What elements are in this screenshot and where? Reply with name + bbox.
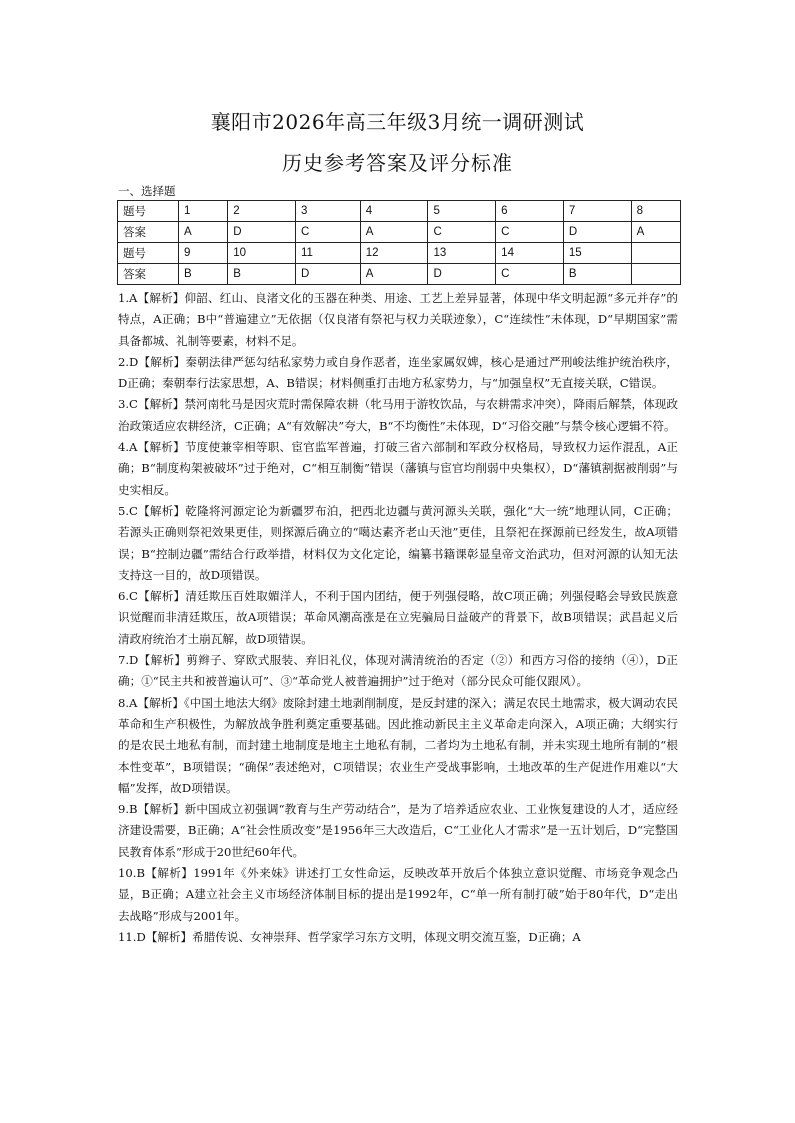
table-cell: C	[496, 222, 564, 243]
table-cell: A	[360, 264, 428, 285]
table-row	[118, 243, 681, 264]
explanation-item: 8.A【解析】《中国土地法大纲》废除封建土地剥削制度，是反封建的深入；满足农民土地需求，极大调动农民革命和生产积极性，为解放战争胜利奠定重要基础。因此推动新民主主义革命走向深入，A项正确；大纲实行的是农民土地私有制，而封建土地制度是地主土地私有制，二者均为土地私有制，并未实现土地所有制的“根本性变革”，B项错误；“确保”表述绝对，C项错误；农业生产受战事影响，土地改革的生产促进作用难以“大幅”发挥，故D项错误。	[118, 695, 678, 795]
table-row	[118, 201, 681, 222]
answer-table	[117, 200, 681, 285]
explanation-item: 11.D【解析】希腊传说、女神崇拜、哲学家学习东方文明，体现文明交流互鉴，D正确；A	[118, 929, 581, 944]
table-cell	[631, 243, 680, 264]
table-cell: 13	[428, 243, 496, 264]
explanation-item: 3.C【解析】禁河南牝马是因灾荒时需保障农耕（牝马用于游牧饮品，与农耕需求冲突），降雨后解禁，体现政治政策适应农耕经济，C正确；A“有效解决”夸大，B“不均衡性”未体现，D“习俗交融”与禁令核心逻辑不符。	[118, 397, 678, 433]
table-cell: B	[563, 264, 631, 285]
table-row	[118, 222, 681, 243]
row-label: 题号	[118, 243, 179, 264]
row-label: 答案	[118, 264, 179, 285]
table-cell: D	[296, 264, 361, 285]
table-cell: C	[428, 222, 496, 243]
explanation-item: 4.A【解析】节度使兼宰相等职、宦官监军普遍，打破三省六部制和军政分权格局，导致权力运作混乱，A正确；B“制度构架被破坏”过于绝对，C“相互制衡”错误（藩镇与宦官均削弱中央集权），D“藩镇割据被削弱”与史实相反。	[118, 440, 678, 497]
table-cell: 12	[360, 243, 428, 264]
table-cell: C	[496, 264, 564, 285]
page-subtitle: 历史参考答案及评分标准	[282, 151, 513, 175]
row-label: 答案	[118, 222, 179, 243]
table-cell: 6	[496, 201, 564, 222]
explanations	[118, 288, 678, 948]
explanation-item: 7.D【解析】剪辫子、穿欧式服装、弃旧礼仪，体现对满清统治的否定（②）和西方习俗的接纳（④），D正确；①“民主共和被普遍认可”、③“革命党人被普遍拥护”过于绝对（部分民众可能仅跟风）。	[118, 653, 678, 689]
explanation-item: 6.C【解析】清廷欺压百姓取媚洋人，不利于国内团结，便于列强侵略，故C项正确；列强侵略会导致民族意识觉醒而非清廷欺压，故A项错误；革命风潮高涨是在立宪骗局日益破产的背景下，故B项错误；武昌起义后清政府统治才土崩瓦解，故D项错误。	[118, 589, 678, 646]
explanation-item: 2.D【解析】秦朝法律严惩勾结私家势力或自身作恶者，连坐家属奴婢，核心是通过严刑峻法维护统治秩序，D正确；秦朝奉行法家思想，A、B错误；材料侧重打击地方私家势力，与“加强皇权”无直接关联，C错误。	[118, 354, 678, 391]
section-heading: 一、选择题	[118, 184, 176, 198]
table-cell: 3	[296, 201, 361, 222]
table-cell: D	[428, 264, 496, 285]
table-cell: D	[563, 222, 631, 243]
table-cell: 2	[228, 201, 296, 222]
table-cell: 11	[296, 243, 361, 264]
table-cell: A	[360, 222, 428, 243]
explanation-item: 5.C【解析】乾隆将河源定论为新疆罗布泊，把西北边疆与黄河源头关联，强化“大一统”地理认同，C正确；若源头正确则祭祀效果更佳，则探源后确立的“噶达素齐老山天池”更佳，且祭祀在探源前已经发生，故A项错误；B“控制边疆”需结合行政举措，材料仅为文化定论，编纂书籍课彰显皇帝文治武功，但对河源的认知无法支持这一目的，故D项错误。	[118, 503, 678, 582]
table-cell: 10	[228, 243, 296, 264]
table-cell: 4	[360, 201, 428, 222]
page-title: 襄阳市2026年高三年级3月统一调研测试	[210, 110, 585, 134]
table-cell: 15	[563, 243, 631, 264]
explanation-item: 9.B【解析】新中国成立初强调“教育与生产劳动结合”，是为了培养适应农业、工业恢复建设的人才，适应经济建设需要，B正确；A“社会性质改变”是1956年三大改造后，C“工业化人才需求”是一五计划后，D“完整国民教育体系”形成于20世纪60年代。	[118, 802, 678, 859]
table-cell: D	[228, 222, 296, 243]
table-cell: 7	[563, 201, 631, 222]
table-cell: 1	[179, 201, 228, 222]
table-cell: 9	[179, 243, 228, 264]
table-cell: 8	[631, 201, 680, 222]
table-cell	[631, 264, 680, 285]
explanation-item: 1.A【解析】仰韶、红山、良渚文化的玉器在种类、用途、工艺上差异显著，体现中华文明起源“多元并存”的特点，A正确；B中“普遍建立”无依据（仅良渚有祭祀与权力关联迹象），C“连续性”未体现，D“早期国家”需具备都城、礼制等要素，材料不足。	[118, 291, 678, 348]
table-cell: C	[296, 222, 361, 243]
table-cell: 14	[496, 243, 564, 264]
table-cell: B	[179, 264, 228, 285]
table-row	[118, 264, 681, 285]
row-label: 题号	[118, 201, 179, 222]
table-cell: A	[631, 222, 680, 243]
table-cell: B	[228, 264, 296, 285]
table-cell: 5	[428, 201, 496, 222]
table-cell: A	[179, 222, 228, 243]
explanation-item: 10.B【解析】1991年《外来妹》讲述打工女性命运，反映改革开放后个体独立意识觉醒、市场竞争观念凸显，B正确；A建立社会主义市场经济体制目标的提出是1992年，C“单一所有制打破”始于80年代，D“走出去战略”形成与2001年。	[118, 866, 678, 923]
